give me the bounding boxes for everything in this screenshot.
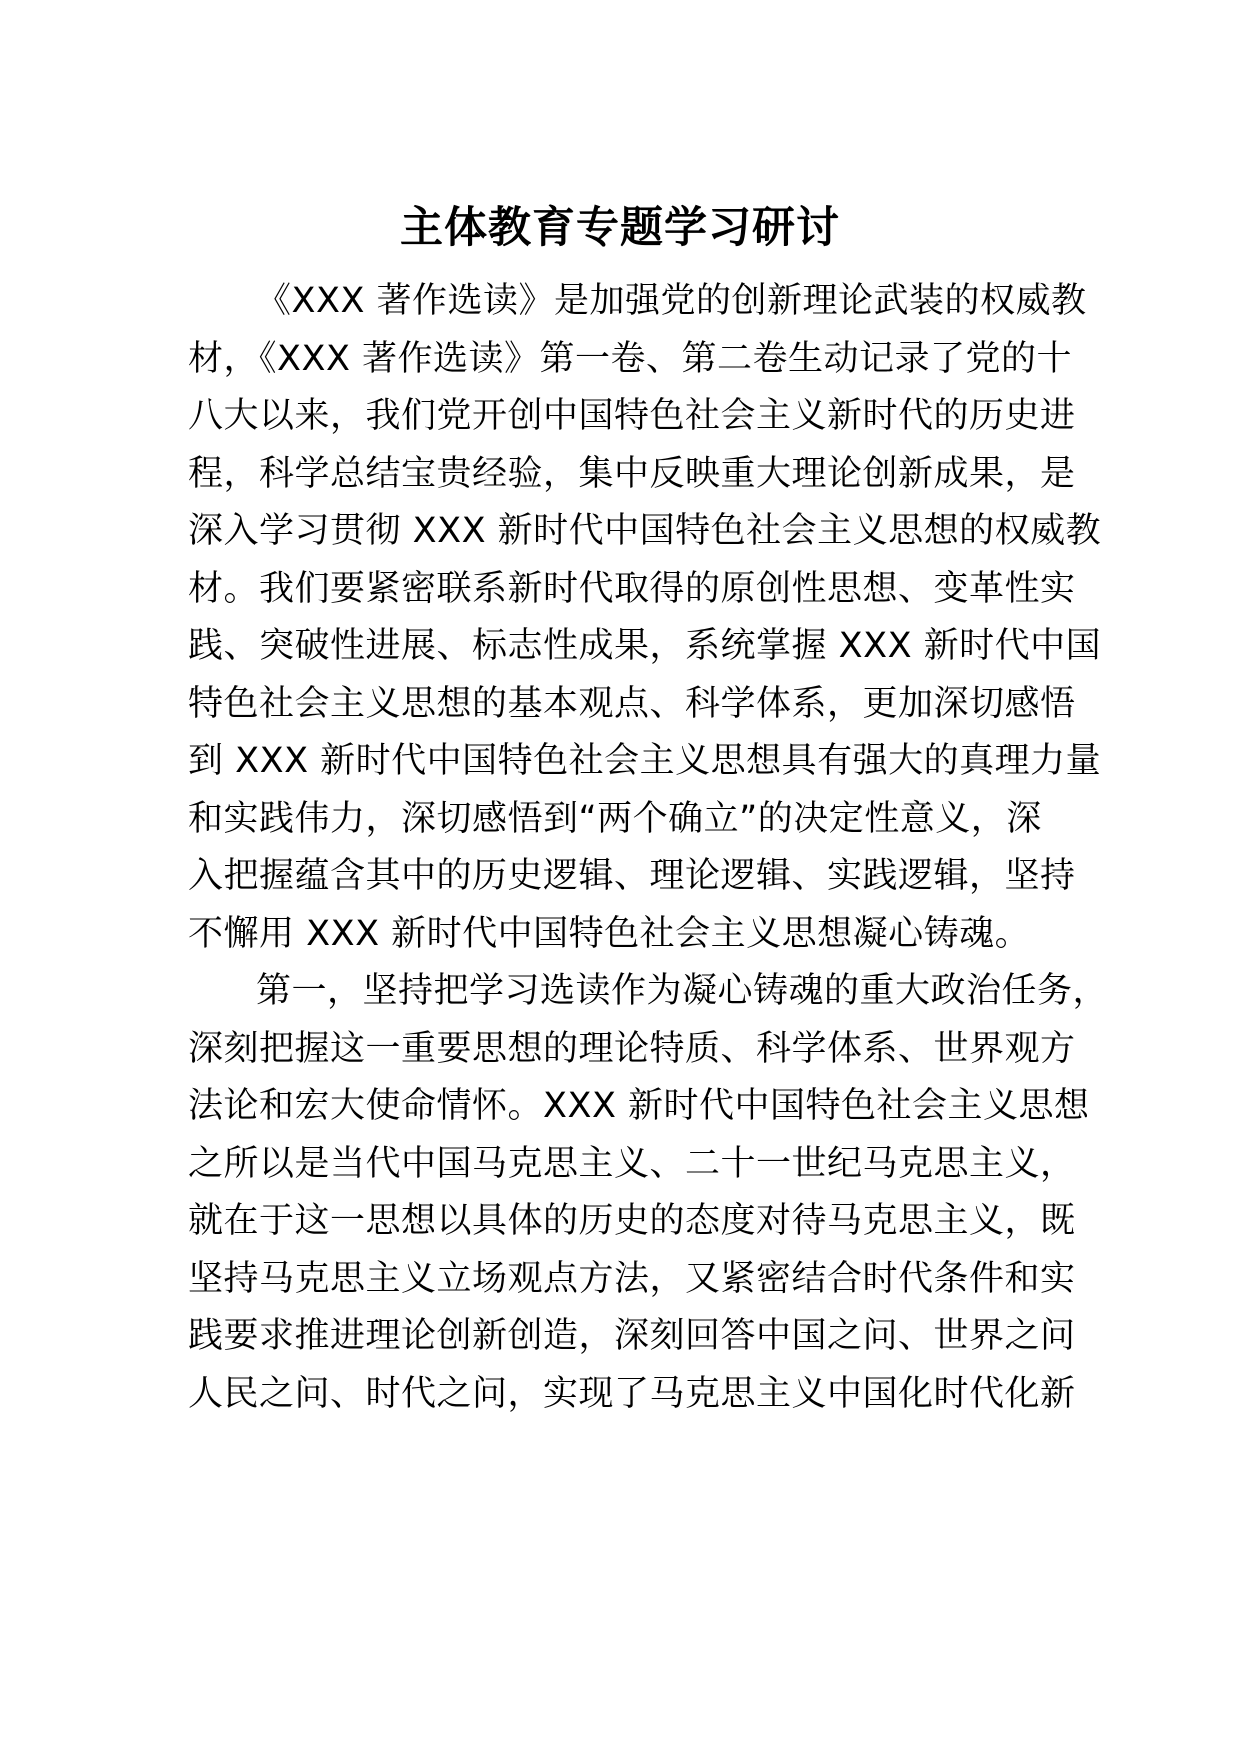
- paragraph-2-line: 就在于这一思想以具体的历史的态度对待马克思主义，既: [188, 1201, 1076, 1241]
- paragraph-1-line: 八大以来，我们党开创中国特色社会主义新时代的历史进: [188, 396, 1076, 436]
- paragraph-1-line: 和实践伟力，深切感悟到“两个确立”的决定性意义，深: [188, 799, 1042, 839]
- paragraph-2-line: 践要求推进理论创新创造，深刻回答中国之问、世界之问: [188, 1316, 1076, 1356]
- paragraph-2-line: 法论和宏大使命情怀。XXX 新时代中国特色社会主义思想: [188, 1086, 1090, 1126]
- paragraph-2-line: 第一，坚持把学习选读作为凝心铸魂的重大政治任务，: [256, 971, 1109, 1011]
- paragraph-1-line: 材，《XXX 著作选读》第一卷、第二卷生动记录了党的十: [188, 339, 1073, 379]
- paragraph-1-line: 到 XXX 新时代中国特色社会主义思想具有强大的真理力量: [188, 741, 1102, 781]
- paragraph-1-line: 深入学习贯彻 XXX 新时代中国特色社会主义思想的权威教: [188, 511, 1102, 551]
- paragraph-1-line: 材。我们要紧密联系新时代取得的原创性思想、变革性实: [188, 569, 1076, 609]
- paragraph-2-line: 之所以是当代中国马克思主义、二十一世纪马克思主义，: [188, 1144, 1076, 1184]
- paragraph-1-line: 践、突破性进展、标志性成果，系统掌握 XXX 新时代中国: [188, 626, 1102, 666]
- document-title: 主体教育专题学习研讨: [400, 203, 840, 253]
- paragraph-2-line: 人民之问、时代之问，实现了马克思主义中国化时代化新: [188, 1374, 1076, 1414]
- paragraph-1-line: 不懈用 XXX 新时代中国特色社会主义思想凝心铸魂。: [188, 914, 1031, 954]
- paragraph-2-line: 深刻把握这一重要思想的理论特质、科学体系、世界观方: [188, 1029, 1076, 1069]
- paragraph-2-line: 坚持马克思主义立场观点方法，又紧密结合时代条件和实: [188, 1259, 1076, 1299]
- paragraph-1-line: 程，科学总结宝贵经验，集中反映重大理论创新成果，是: [188, 454, 1076, 494]
- paragraph-1-line: 特色社会主义思想的基本观点、科学体系，更加深切感悟: [188, 684, 1076, 724]
- paragraph-1-line: 《XXX 著作选读》是加强党的创新理论武装的权威教: [256, 281, 1087, 321]
- paragraph-1-line: 入把握蕴含其中的历史逻辑、理论逻辑、实践逻辑，坚持: [188, 856, 1076, 896]
